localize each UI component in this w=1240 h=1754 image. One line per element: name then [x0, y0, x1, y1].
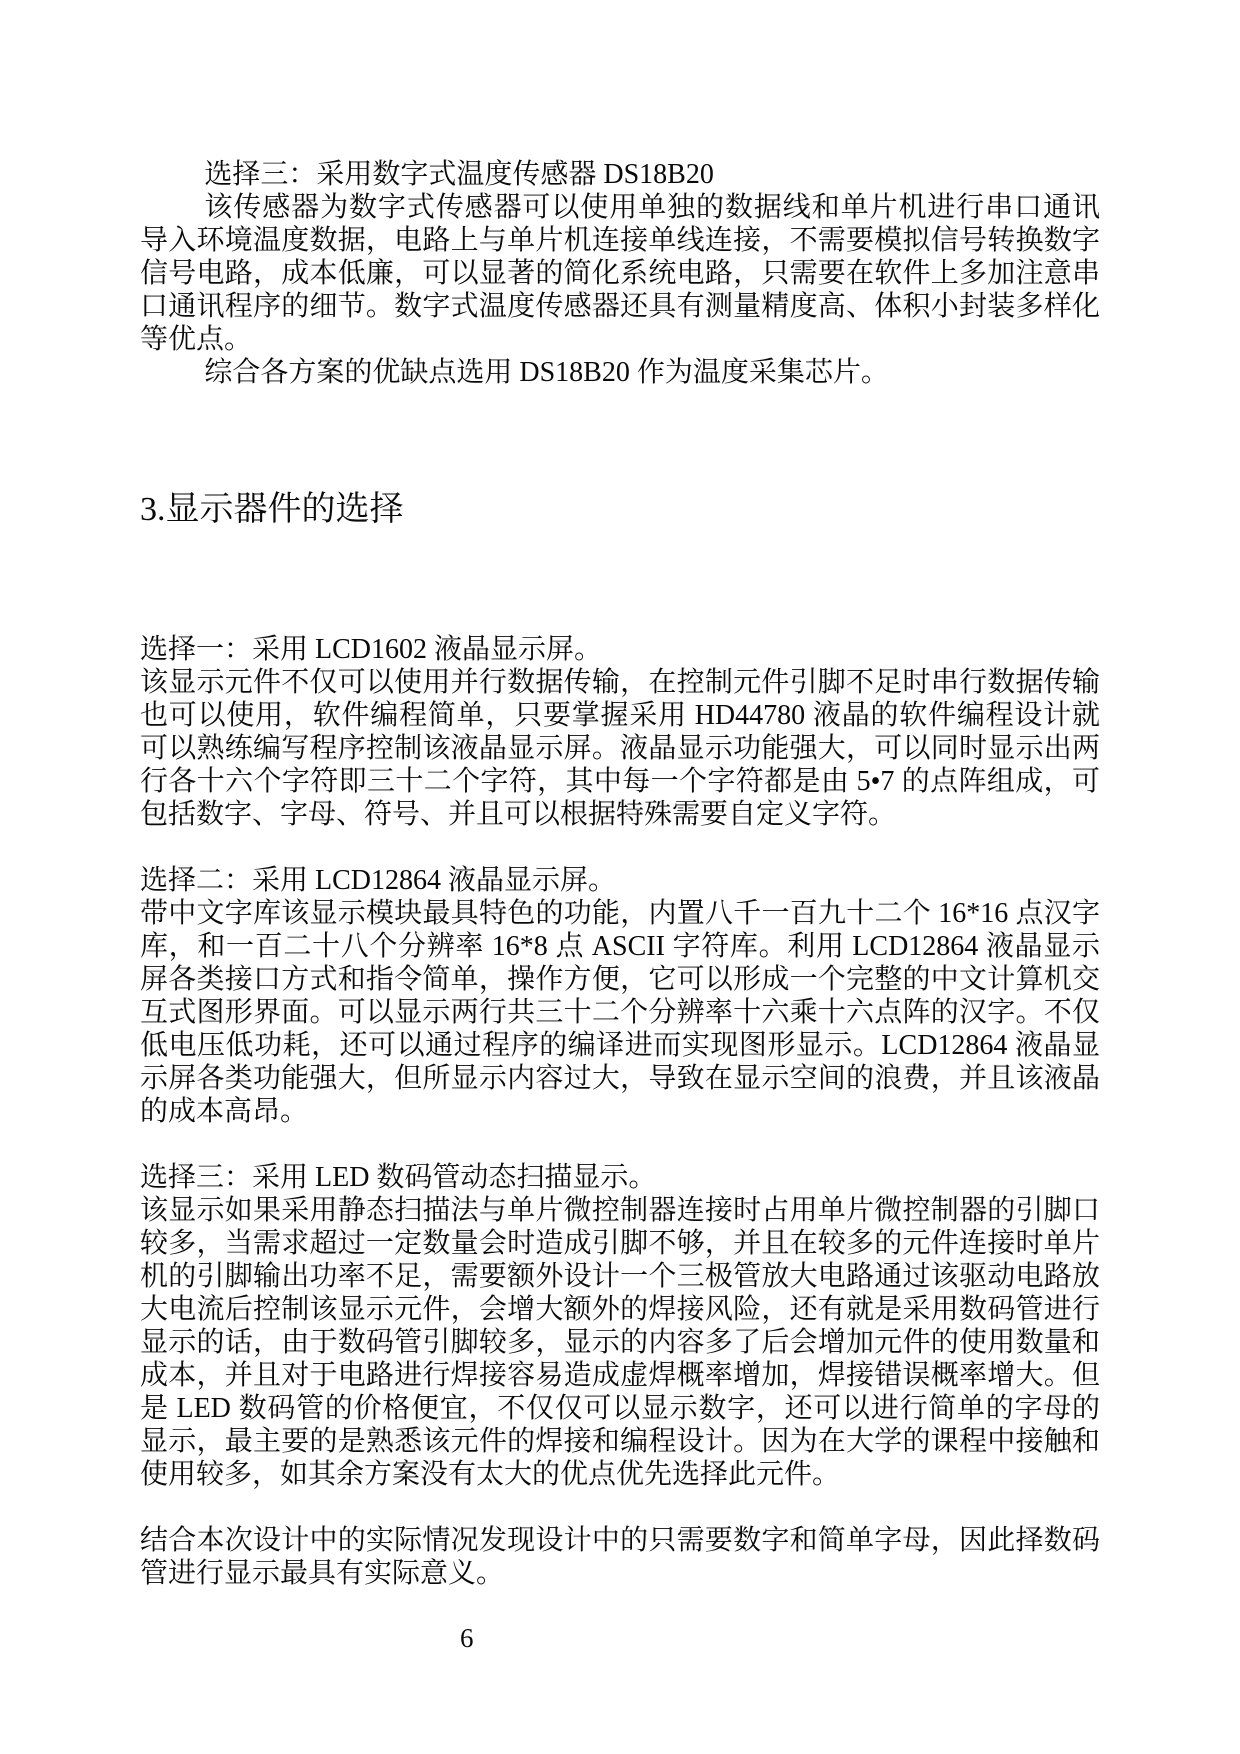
sensor-choice3-title: 选择三：采用数字式温度传感器 DS18B20: [204, 159, 714, 190]
display-option1-body: 该显示元件不仅可以使用并行数据传输，在控制元件引脚不足时串行数据传输也可以使用，软件编程简单，只要掌握采用 HD44780 液晶的软件编程设计就可以熟练编写程序控制该液晶显示屏。液晶显示功能强大，可以同时显示出两行各十六个字符即三十二个字符，其中每一个字符都是由 5•7 的点阵组成，可包括数字、字母、符号、并且可以根据特殊需要自定义字符。: [140, 667, 1100, 830]
display-option2-title: 选择二：采用 LCD12864 液晶显示屏。: [140, 865, 617, 896]
display-option1-title: 选择一：采用 LCD1602 液晶显示屏。: [140, 634, 603, 665]
page-body-text: [140, 158, 1100, 1590]
display-option3-body: 该显示如果采用静态扫描法与单片微控制器连接时占用单片微控制器的引脚口较多，当需求超过一定数量会时造成引脚不够，并且在较多的元件连接时单片机的引脚输出功率不足，需要额外设计一个三极管放大电路通过该驱动电路放大电流后控制该显示元件，会增大额外的焊接风险，还有就是采用数码管进行显示的话，由于数码管引脚较多，显示的内容多了后会增加元件的使用数量和成本，并且对于电路进行焊接容易造成虚焊概率增加，焊接错误概率增大。但是 LED 数码管的价格便宜，不仅仅可以显示数字，还可以进行简单的字母的显示，最主要的是熟悉该元件的焊接和编程设计。因为在大学的课程中接触和使用较多，如其余方案没有太大的优点优先选择此元件。: [140, 1195, 1100, 1490]
sensor-choice3-body: 该传感器为数字式传感器可以使用单独的数据线和单片机进行串口通讯导入环境温度数据，电路上与单片机连接单线连接，不需要模拟信号转换数字信号电路，成本低廉，可以显著的简化系统电路，只需要在软件上多加注意串口通讯程序的细节。数字式温度传感器还具有测量精度高、体积小封装多样化等优点。: [140, 192, 1100, 355]
display-option2-body: 带中文字库该显示模块最具特色的功能，内置八千一百九十二个 16*16 点汉字库，和一百二十八个分辨率 16*8 点 ASCII 字符库。利用 LCD12864 液晶显示屏各类接口方式和指令简单，操作方便，它可以形成一个完整的中文计算机交互式图形界面。可以显示两行共三十二个分辨率十六乘十六点阵的汉字。不仅低电压低功耗，还可以通过程序的编译进而实现图形显示。LCD12864 液晶显示屏各类功能强大，但所显示内容过大，导致在显示空间的浪费，并且该液晶的成本高昂。: [140, 898, 1100, 1127]
sensor-conclusion: 综合各方案的优缺点选用 DS18B20 作为温度采集芯片。: [204, 357, 889, 388]
section-heading-display-devices: 3.显示器件的选择: [140, 491, 404, 528]
display-conclusion: 结合本次设计中的实际情况发现设计中的只需要数字和简单字母，因此择数码管进行显示最具有实际意义。: [140, 1525, 1100, 1589]
display-option3-title: 选择三：采用 LED 数码管动态扫描显示。: [140, 1162, 657, 1193]
page-number: 6: [460, 1623, 474, 1653]
